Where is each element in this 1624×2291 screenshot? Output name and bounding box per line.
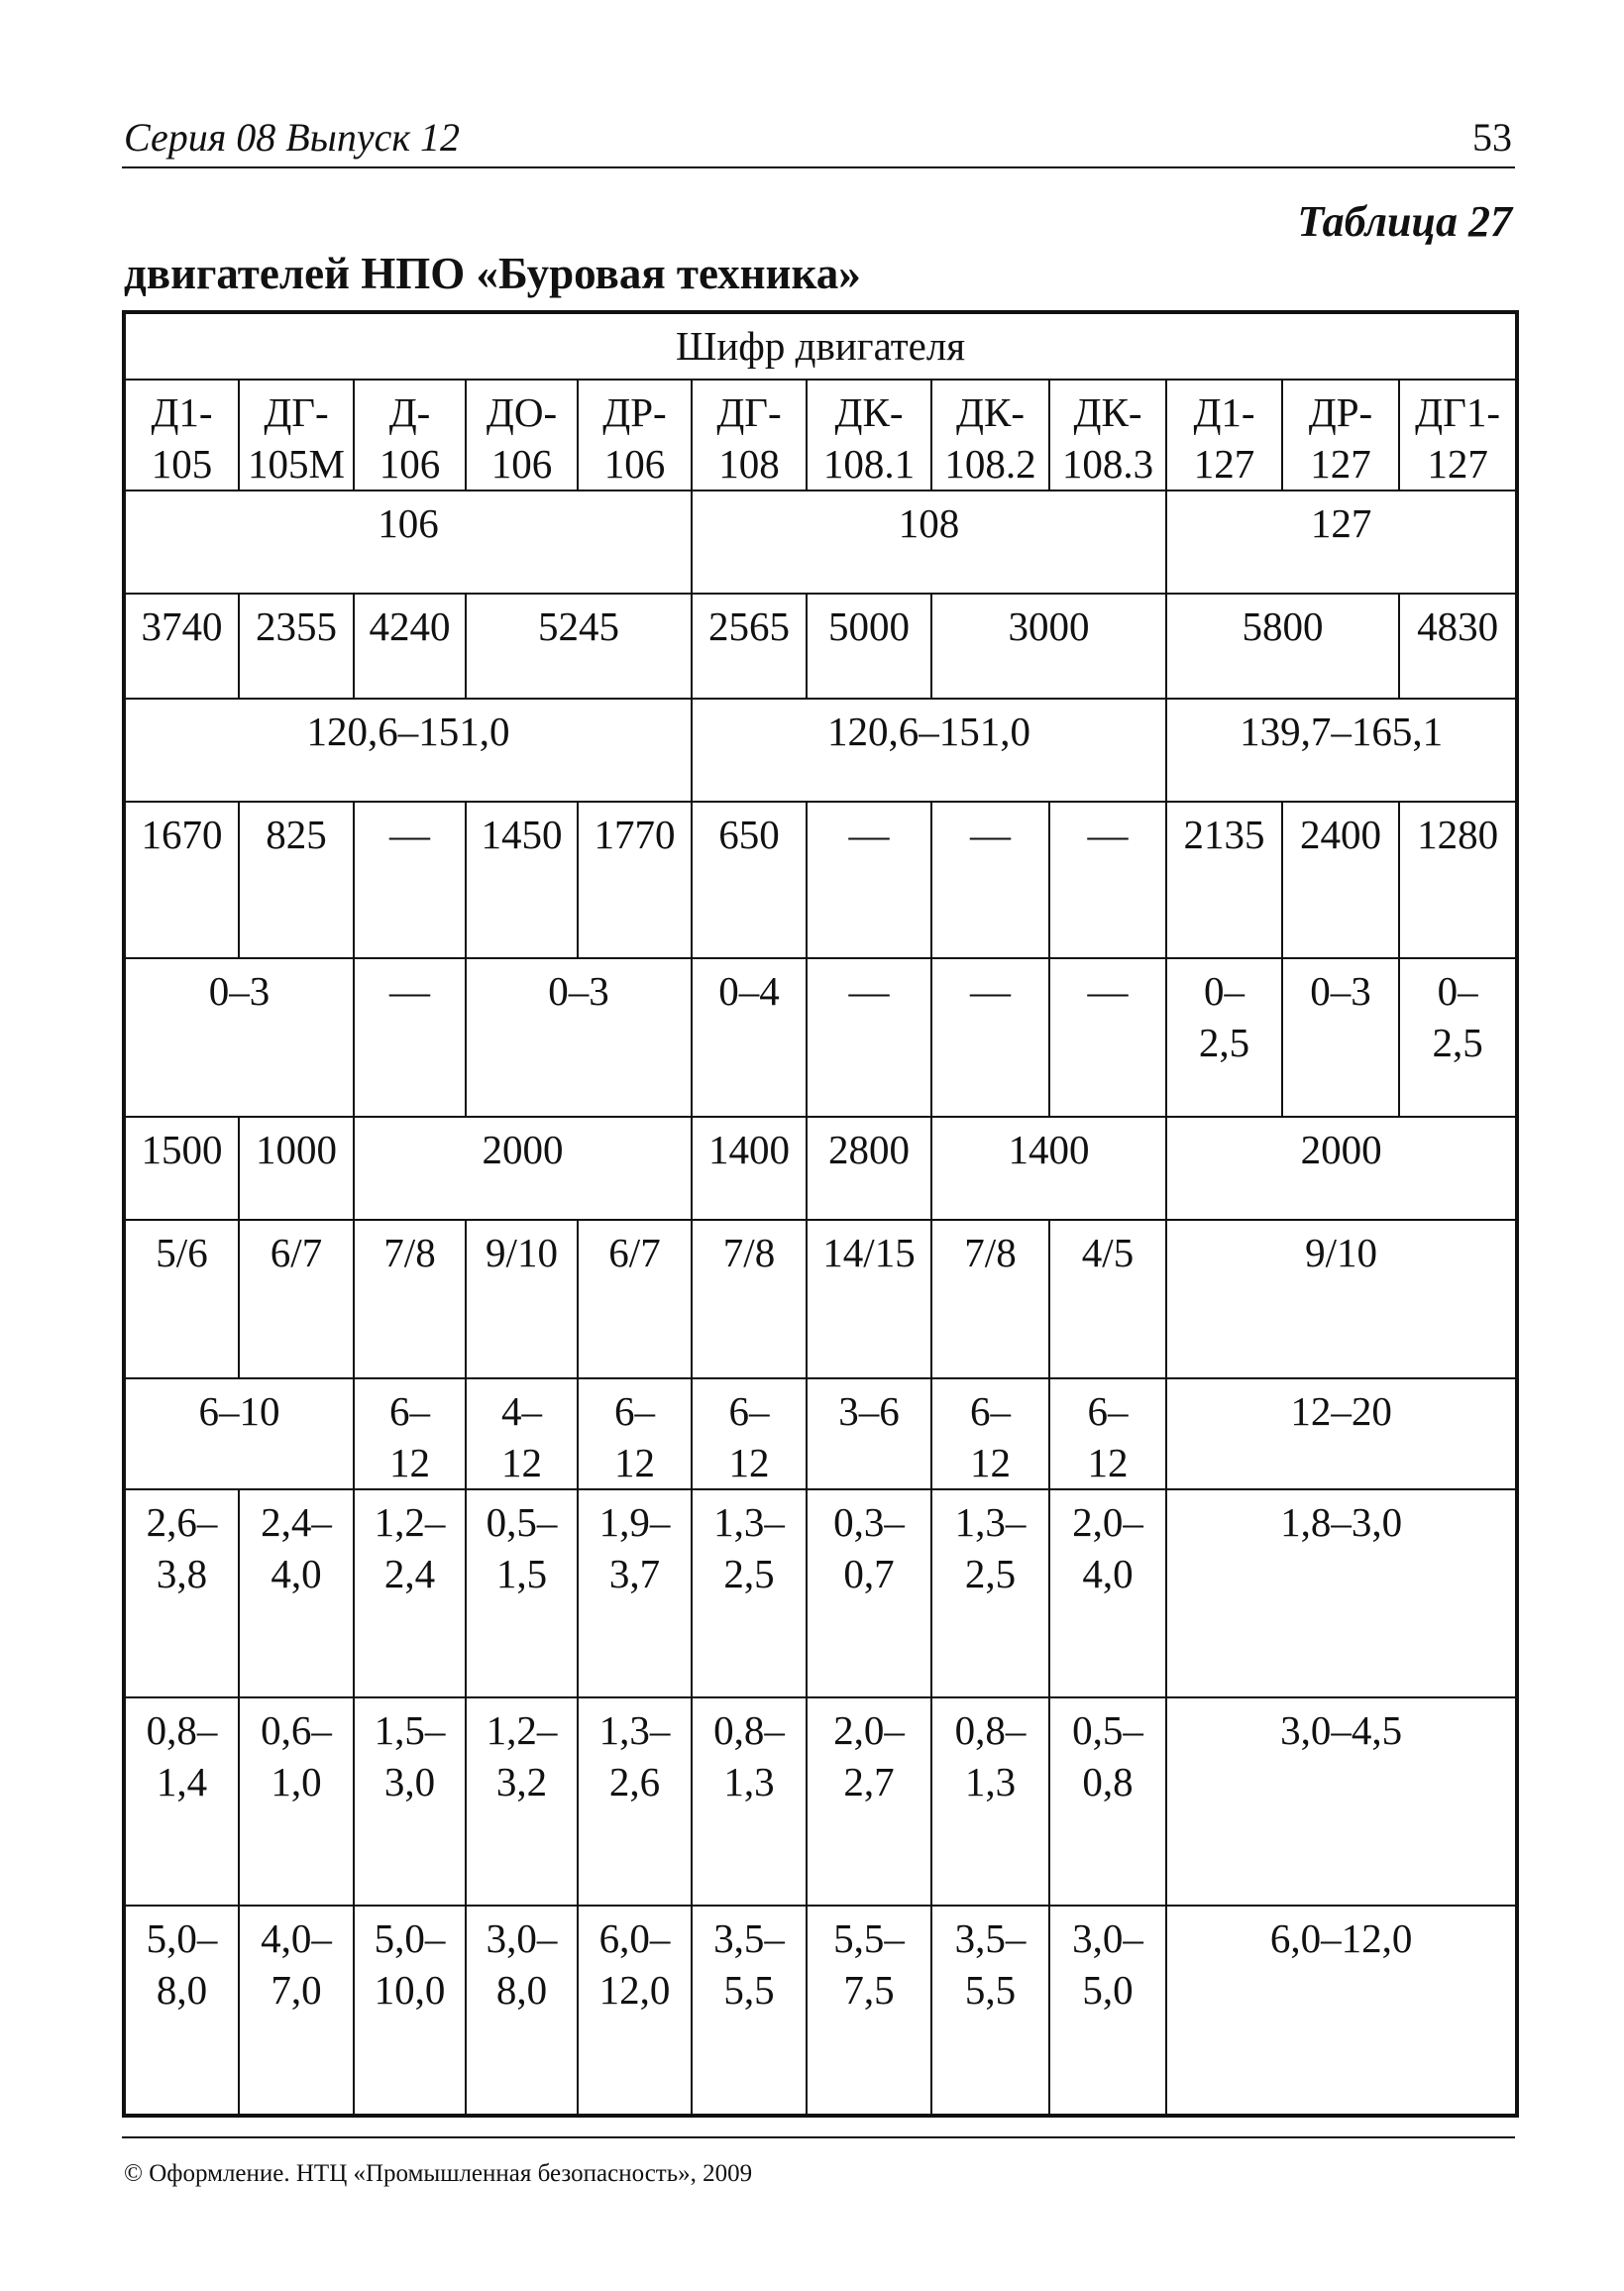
table-cell: 5800	[1166, 594, 1399, 699]
table-cell: 6– 12	[1049, 1378, 1166, 1489]
table-cell: —	[931, 802, 1049, 958]
table-cell: 14/15	[807, 1220, 931, 1378]
table-cell: 3,5– 5,5	[931, 1906, 1049, 2116]
table-row	[124, 1697, 1517, 1906]
table-cell: 1500	[124, 1117, 239, 1220]
table-cell: 127	[1166, 491, 1517, 594]
table-row	[124, 802, 1517, 958]
table-cell: 1280	[1399, 802, 1517, 958]
footer-copyright: © Оформление. НТЦ «Промышленная безопасность», 2009	[124, 2160, 753, 2187]
table-cell: ДГ1- 127	[1399, 380, 1517, 491]
table-cell: 2135	[1166, 802, 1282, 958]
table-cell: 4830	[1399, 594, 1517, 699]
table-cell: —	[354, 802, 466, 958]
table-cell: 5,0– 10,0	[354, 1906, 466, 2116]
table-cell: 6– 12	[931, 1378, 1049, 1489]
table-row	[124, 1378, 1517, 1489]
table-cell: 3–6	[807, 1378, 931, 1489]
table-cell: ДО- 106	[466, 380, 578, 491]
table-cell: 1,3– 2,5	[931, 1489, 1049, 1697]
table-cell: 5,5– 7,5	[807, 1906, 931, 2116]
table-cell: 1,8–3,0	[1166, 1489, 1517, 1697]
table-label: Таблица 27	[1297, 197, 1512, 246]
table-cell: 106	[124, 491, 692, 594]
table-cell: 139,7–165,1	[1166, 699, 1517, 802]
footer-rule	[122, 2136, 1515, 2138]
table-row	[124, 958, 1517, 1117]
table-cell: 0– 2,5	[1399, 958, 1517, 1117]
caption-row	[124, 312, 1517, 380]
page-number: 53	[1472, 115, 1512, 160]
table-cell: ДК- 108.2	[931, 380, 1049, 491]
table-cell: 4– 12	[466, 1378, 578, 1489]
table-cell: 2,0– 2,7	[807, 1697, 931, 1906]
table-cell: 0,6– 1,0	[239, 1697, 354, 1906]
table-row	[124, 1220, 1517, 1378]
table-cell: 0,3– 0,7	[807, 1489, 931, 1697]
table-cell: 1400	[692, 1117, 807, 1220]
table-cell: 2000	[1166, 1117, 1517, 1220]
table-cell: 2,6– 3,8	[124, 1489, 239, 1697]
table-cell: Д- 106	[354, 380, 466, 491]
table-cell: 0,5– 1,5	[466, 1489, 578, 1697]
table-cell: 6,0– 12,0	[578, 1906, 692, 2116]
table-cell: 6– 12	[578, 1378, 692, 1489]
table-caption: Шифр двигателя	[124, 312, 1517, 380]
table-cell: 1,3– 2,6	[578, 1697, 692, 1906]
table-cell: —	[354, 958, 466, 1117]
table-cell: ДР- 127	[1282, 380, 1399, 491]
table-cell: 1770	[578, 802, 692, 958]
header-series: Серия 08 Выпуск 12	[124, 115, 461, 160]
table-cell: —	[1049, 958, 1166, 1117]
table-cell: 9/10	[1166, 1220, 1517, 1378]
table-cell: 108	[692, 491, 1166, 594]
table-cell: 6– 12	[692, 1378, 807, 1489]
table-cell: 1000	[239, 1117, 354, 1220]
table-cell: 6/7	[239, 1220, 354, 1378]
table-cell: 0– 2,5	[1166, 958, 1282, 1117]
table-cell: Д1- 105	[124, 380, 239, 491]
table-cell: 2,0– 4,0	[1049, 1489, 1166, 1697]
table-cell: 1,5– 3,0	[354, 1697, 466, 1906]
table-cell: 5,0– 8,0	[124, 1906, 239, 2116]
table-cell: —	[807, 802, 931, 958]
table-cell: 1,3– 2,5	[692, 1489, 807, 1697]
table-cell: 0,8– 1,4	[124, 1697, 239, 1906]
table-cell: 4240	[354, 594, 466, 699]
table-cell: ДК- 108.1	[807, 380, 931, 491]
table-cell: 3000	[931, 594, 1166, 699]
table-cell: 5245	[466, 594, 692, 699]
table-cell: 7/8	[931, 1220, 1049, 1378]
header-rule	[122, 166, 1515, 168]
table-cell: 5/6	[124, 1220, 239, 1378]
table-cell: ДГ- 105М	[239, 380, 354, 491]
table-cell: 1,2– 3,2	[466, 1697, 578, 1906]
table-row	[124, 1117, 1517, 1220]
table-cell: 5000	[807, 594, 931, 699]
table-cell: 825	[239, 802, 354, 958]
table-cell: 7/8	[354, 1220, 466, 1378]
table-cell: 2355	[239, 594, 354, 699]
table-cell: 120,6–151,0	[692, 699, 1166, 802]
table-cell: 7/8	[692, 1220, 807, 1378]
table-cell: —	[931, 958, 1049, 1117]
table-cell: ДК- 108.3	[1049, 380, 1166, 491]
table-cell: Д1- 127	[1166, 380, 1282, 491]
table-cell: 3,0–4,5	[1166, 1697, 1517, 1906]
table-cell: 12–20	[1166, 1378, 1517, 1489]
table-cell: 3,0– 5,0	[1049, 1906, 1166, 2116]
table-cell: 2565	[692, 594, 807, 699]
table-row	[124, 699, 1517, 802]
table-cell: ДГ- 108	[692, 380, 807, 491]
table-cell: ДР- 106	[578, 380, 692, 491]
table-cell: 6–10	[124, 1378, 354, 1489]
table-cell: 1,2– 2,4	[354, 1489, 466, 1697]
table-cell: 2800	[807, 1117, 931, 1220]
table-cell: 0,8– 1,3	[931, 1697, 1049, 1906]
table-cell: 2400	[1282, 802, 1399, 958]
table-cell: 2000	[354, 1117, 692, 1220]
table-cell: 6/7	[578, 1220, 692, 1378]
table-cell: 1,9– 3,7	[578, 1489, 692, 1697]
table-cell: —	[1049, 802, 1166, 958]
table-cell: 1400	[931, 1117, 1166, 1220]
table-cell: —	[807, 958, 931, 1117]
table-cell: 1670	[124, 802, 239, 958]
table-cell: 4,0– 7,0	[239, 1906, 354, 2116]
table-cell: 0–3	[124, 958, 354, 1117]
table-cell: 6– 12	[354, 1378, 466, 1489]
table-cell: 0–4	[692, 958, 807, 1117]
table-row	[124, 491, 1517, 594]
table-cell: 6,0–12,0	[1166, 1906, 1517, 2116]
table-row	[124, 594, 1517, 699]
table-cell: 120,6–151,0	[124, 699, 692, 802]
table-row	[124, 1906, 1517, 2116]
table-cell: 2,4– 4,0	[239, 1489, 354, 1697]
table-cell: 4/5	[1049, 1220, 1166, 1378]
table-title: двигателей НПО «Буровая техника»	[124, 249, 861, 298]
table-cell: 0,8– 1,3	[692, 1697, 807, 1906]
table-cell: 0–3	[466, 958, 692, 1117]
engine-table	[122, 310, 1519, 2118]
table-cell: 1450	[466, 802, 578, 958]
table-cell: 0–3	[1282, 958, 1399, 1117]
table-cell: 3740	[124, 594, 239, 699]
table-row	[124, 380, 1517, 491]
table-cell: 3,5– 5,5	[692, 1906, 807, 2116]
table-cell: 0,5– 0,8	[1049, 1697, 1166, 1906]
table-cell: 9/10	[466, 1220, 578, 1378]
table-cell: 3,0– 8,0	[466, 1906, 578, 2116]
table-row	[124, 1489, 1517, 1697]
table-cell: 650	[692, 802, 807, 958]
